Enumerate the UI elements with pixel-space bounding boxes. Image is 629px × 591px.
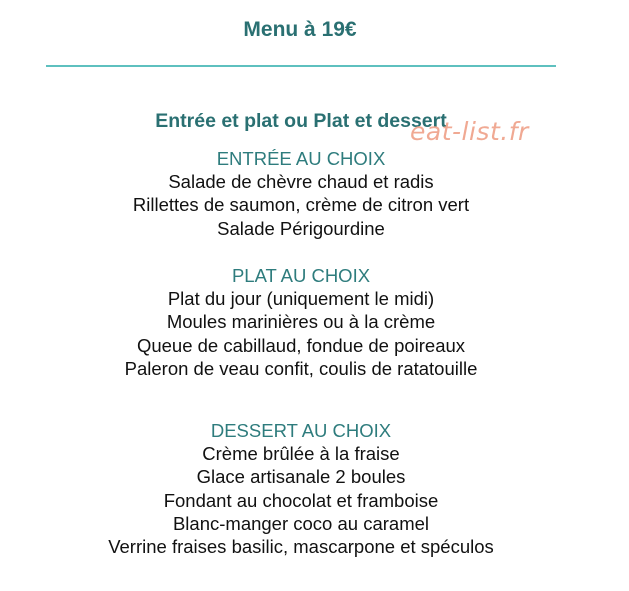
section-heading-entree: ENTRÉE AU CHOIX	[216, 148, 386, 169]
title-divider	[46, 65, 556, 67]
watermark-logo: eat-list.fr	[410, 117, 529, 146]
section-heading-plat: PLAT AU CHOIX	[231, 265, 371, 286]
menu-item: Paleron de veau confit, coulis de ratatouille	[124, 357, 478, 379]
plat-section	[0, 264, 602, 380]
menu-formula: Entrée et plat ou Plat et dessert	[155, 110, 447, 132]
menu-item: Rillettes de saumon, crème de citron vert	[132, 194, 470, 216]
menu-item: Plat du jour (uniquement le midi)	[167, 288, 435, 309]
menu-item: Salade Périgourdine	[217, 217, 385, 239]
menu-item: Crème brûlée à la fraise	[202, 443, 400, 464]
menu-title: Menu à 19€	[243, 18, 357, 41]
entree-section	[0, 147, 602, 240]
menu-item: Fondant au chocolat et framboise	[163, 489, 439, 511]
menu-item: Glace artisanale 2 boules	[196, 466, 406, 488]
section-heading-dessert: DESSERT AU CHOIX	[210, 420, 392, 441]
menu-item: Salade de chèvre chaud et radis	[168, 171, 434, 192]
menu-item: Moules marinières ou à la crème	[166, 311, 436, 333]
dessert-section	[0, 419, 602, 558]
menu-item: Verrine fraises basilic, mascarpone et spéculos	[108, 536, 494, 558]
menu-item: Queue de cabillaud, fondue de poireaux	[136, 334, 466, 356]
menu-item: Blanc-manger coco au caramel	[172, 512, 430, 534]
